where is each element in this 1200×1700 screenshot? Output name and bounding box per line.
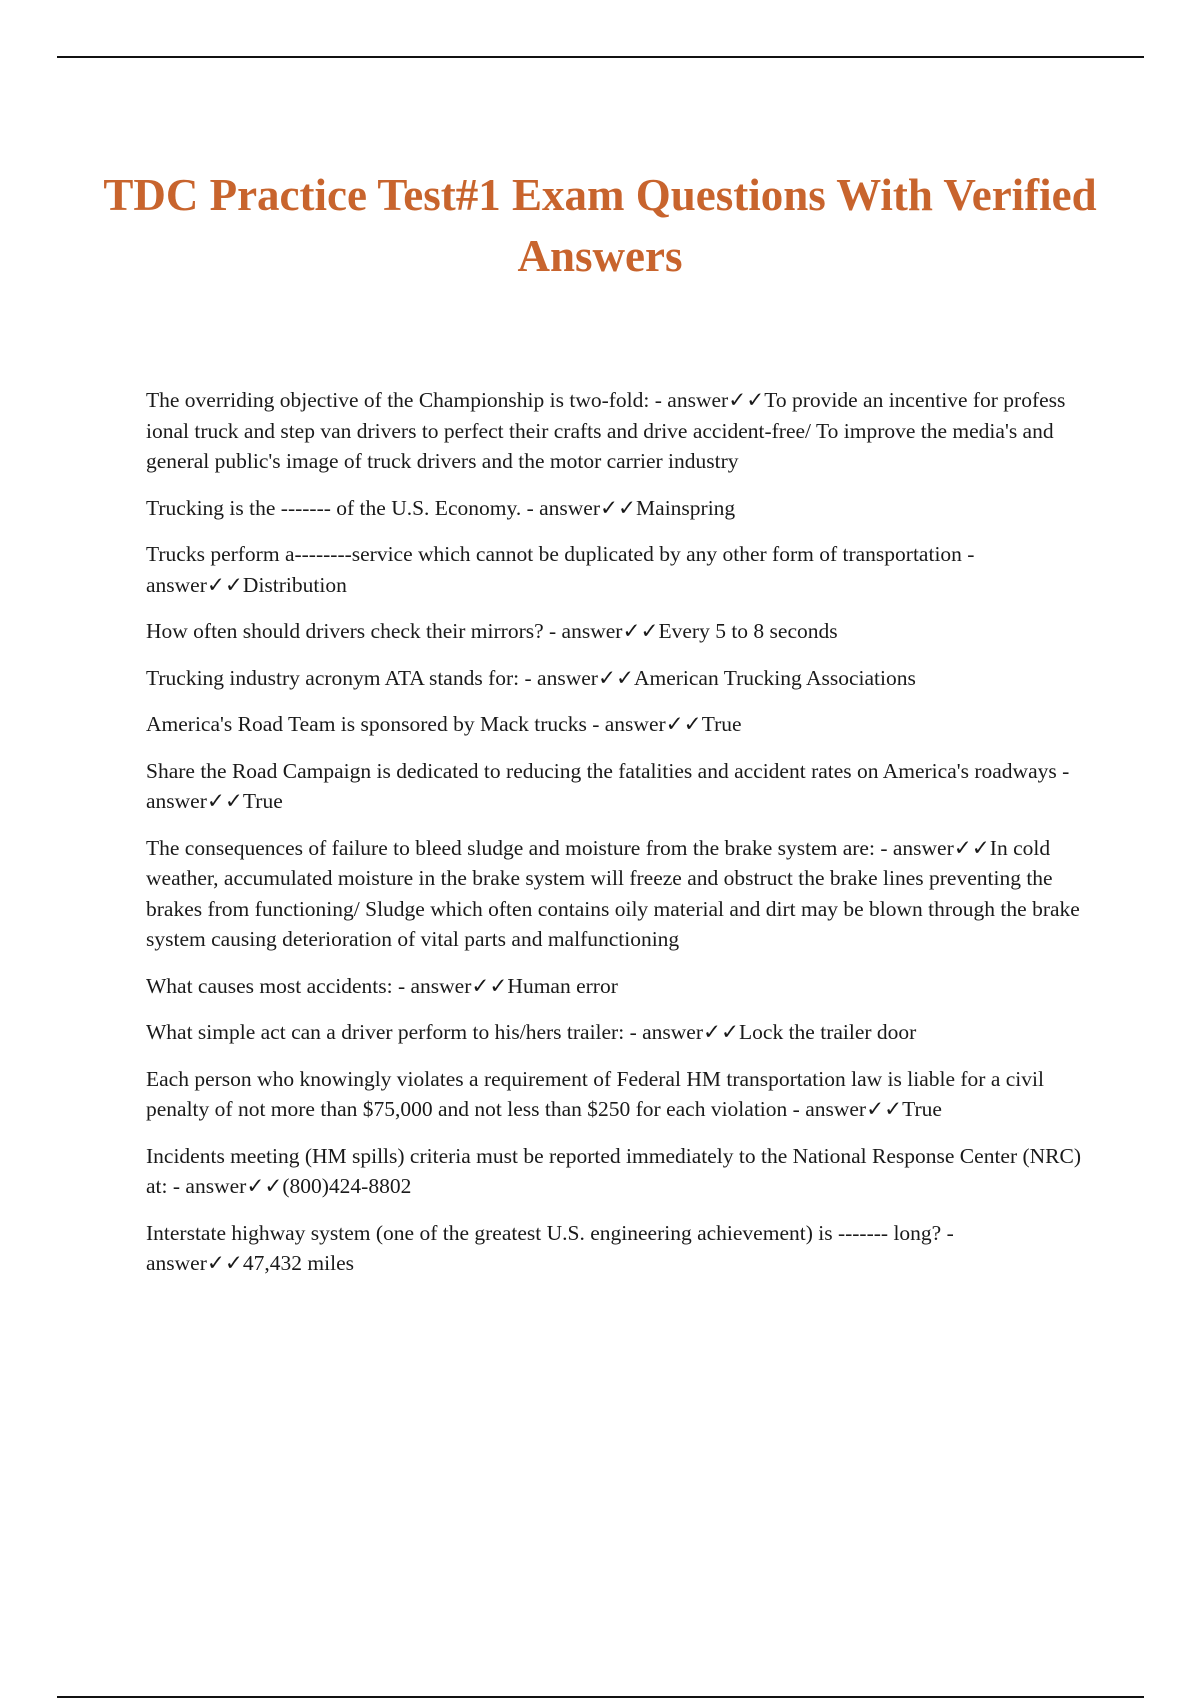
answer-text: Human error — [507, 973, 618, 998]
double-check-icon: ✓✓ — [246, 1174, 283, 1198]
qa-list — [146, 385, 1096, 1295]
question-text: America's Road Team is sponsored by Mack trucks — [146, 712, 587, 736]
question-text: What causes most accidents: — [146, 973, 393, 998]
answer-text: Every 5 to 8 seconds — [658, 619, 838, 643]
double-check-icon: ✓✓ — [600, 495, 637, 520]
question-text: Each person who knowingly violates a requirement of Federal HM transportation law is liable for a civil penalty of not more than $75,000 and not less than $250 for each violation — [146, 1066, 1044, 1121]
answer-prefix: - answer — [629, 1020, 703, 1044]
answer-text: To provide an incentive for profess ional truck and step van drivers to perfect their crafts and drive accident-free/ To improve the media's and general public's image of truck drivers and the motor carrier industry — [146, 388, 1066, 473]
double-check-icon: ✓✓ — [206, 1251, 243, 1275]
double-check-icon: ✓✓ — [866, 1097, 903, 1121]
qa-item — [146, 493, 1096, 524]
answer-prefix: - answer — [880, 835, 954, 860]
qa-item — [146, 1141, 1096, 1202]
double-check-icon: ✓✓ — [622, 619, 659, 643]
question-text: Trucks perform a--------service which cannot be duplicated by any other form of transportation — [146, 542, 962, 566]
double-check-icon: ✓✓ — [206, 572, 243, 597]
qa-item — [146, 1017, 1096, 1048]
qa-item — [146, 833, 1096, 955]
question-text: How often should drivers check their mirrors? — [146, 619, 544, 643]
qa-item — [146, 539, 1096, 600]
answer-text: American Trucking Associations — [633, 665, 916, 690]
answer-prefix: - answer — [524, 665, 598, 690]
double-check-icon: ✓✓ — [206, 789, 243, 813]
answer-text: True — [242, 789, 283, 813]
double-check-icon: ✓✓ — [597, 665, 634, 690]
question-text: Trucking industry acronym ATA stands for: — [146, 665, 520, 690]
answer-text: (800)424-8802 — [282, 1174, 412, 1198]
answer-prefix: - answer — [654, 388, 729, 412]
qa-item — [146, 971, 1096, 1002]
qa-item — [146, 385, 1096, 477]
qa-item — [146, 709, 1096, 740]
question-text: Interstate highway system (one of the greatest U.S. engineering achievement) is ------- long? — [146, 1220, 942, 1245]
qa-item — [146, 663, 1096, 694]
qa-item — [146, 1064, 1096, 1125]
question-text: Share the Road Campaign is dedicated to reducing the fatalities and accident rates on America's roadways — [146, 758, 1057, 783]
answer-prefix: - answer — [172, 1174, 247, 1198]
answer-prefix: - answer — [397, 973, 472, 998]
qa-item — [146, 756, 1096, 817]
answer-prefix: - answer — [146, 542, 975, 597]
qa-item — [146, 616, 1096, 647]
answer-text: True — [902, 1097, 942, 1121]
question-text: The overriding objective of the Championship is two-fold: — [146, 388, 650, 412]
answer-text: In cold weather, accumulated moisture in the brake system will freeze and obstruct the brake lines preventing the brakes from functioning/ Sludge which often contains oily material and dirt may be blown through the brake system causing deterioration of vital parts and malfunctioning — [146, 835, 1080, 951]
answer-prefix: - answer — [146, 1220, 954, 1275]
double-check-icon: ✓✓ — [665, 712, 702, 736]
page-title: TDC Practice Test#1 Exam Questions With Verified Answers — [103, 170, 1097, 281]
question-text: Trucking is the ------- of the U.S. Economy. — [146, 495, 522, 520]
answer-text: Lock the trailer door — [739, 1020, 917, 1044]
question-text: The consequences of failure to bleed sludge and moisture from the brake system are: — [146, 835, 875, 860]
qa-item — [146, 1218, 1096, 1279]
answer-prefix: - answer — [792, 1097, 867, 1121]
question-text: What simple act can a driver perform to his/hers trailer: — [146, 1020, 625, 1044]
double-check-icon: ✓✓ — [471, 973, 508, 998]
answer-prefix: - answer — [146, 758, 1070, 813]
bottom-rule — [57, 1696, 1144, 1698]
double-check-icon: ✓✓ — [728, 388, 765, 412]
double-check-icon: ✓✓ — [953, 835, 990, 860]
top-rule — [57, 56, 1144, 58]
answer-text: Distribution — [242, 572, 347, 597]
answer-text: 47,432 miles — [242, 1251, 355, 1275]
question-text: Incidents meeting (HM spills) criteria must be reported immediately to the National Response Center (NRC) at: — [146, 1143, 1082, 1198]
double-check-icon: ✓✓ — [703, 1020, 740, 1044]
answer-prefix: - answer — [526, 495, 601, 520]
answer-text: True — [701, 712, 742, 736]
answer-prefix: - answer — [592, 712, 666, 736]
answer-prefix: - answer — [549, 619, 623, 643]
answer-text: Mainspring — [636, 495, 736, 520]
